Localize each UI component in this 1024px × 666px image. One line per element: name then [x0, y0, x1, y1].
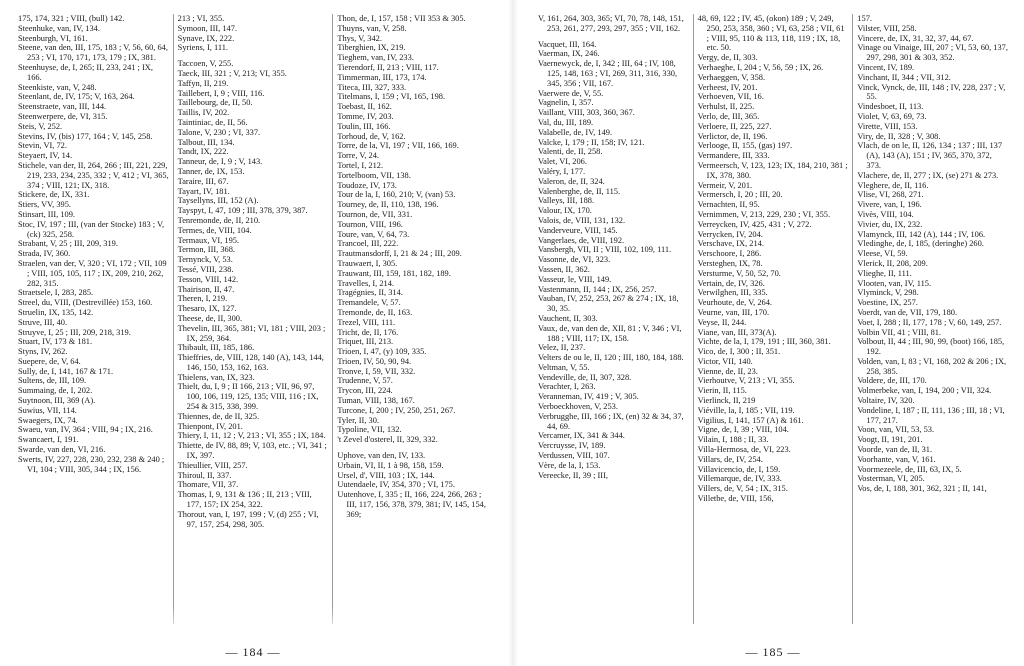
index-entry: Villemarque, de, IV, 333.: [697, 474, 782, 484]
index-entry: Valenti, de, II, 258.: [538, 147, 603, 157]
index-entry: Val, du, III, 189.: [538, 117, 594, 127]
index-entry: Talbout, III, 134.: [177, 137, 235, 147]
index-entry: Strabant, V, 25 ; III, 209, 319.: [18, 239, 118, 249]
index-entry: Uutendaele, IV, 354, 370 ; VI, 175.: [337, 480, 455, 490]
index-entry: Steenburgh, VI, 161.: [18, 33, 88, 43]
index-entry: Symoon, III, 147.: [177, 23, 237, 33]
index-entry: Tronve, I, 59, VII, 332.: [337, 366, 416, 376]
index-column: [173, 14, 333, 624]
index-entry: Tournon, de, VII, 331.: [337, 209, 413, 219]
index-entry: Thielens, van, IX, 323.: [177, 372, 255, 382]
index-entry: Valois, de, VIII, 131, 132.: [538, 215, 626, 225]
index-entry: Steyaert, IV, 14.: [18, 151, 73, 161]
index-entry: Tremonde, de, II, 163.: [337, 307, 413, 317]
index-entry: Trycon, III, 224.: [337, 386, 393, 396]
index-entry: Tourney, de, II, 110, 138, 196.: [337, 200, 439, 210]
index-entry: Steenwerpere, de, VI, 315.: [18, 111, 108, 121]
index-entry: Voerdt, van de, VII, 179, 180.: [857, 307, 958, 317]
index-entry: Thieullier, VIII, 257.: [177, 460, 248, 470]
index-entry: Taysellyns, III, 152 (A).: [177, 196, 259, 206]
index-entry: Vlooten, van, IV, 115.: [857, 278, 932, 288]
index-entry: Tesson, VIII, 142.: [177, 274, 239, 284]
index-entry: Vernimmen, V, 213, 229, 230 ; VI, 355.: [697, 209, 831, 219]
index-entry: Taillebourg, de, II, 50.: [177, 98, 253, 108]
index-entry: Voorde, van de, II, 31.: [857, 445, 933, 455]
index-entry: Voldere, de, III, 170.: [857, 376, 927, 386]
index-entry: Vico, de, I, 300 ; II, 351.: [697, 347, 781, 357]
index-entry: Verheest, IV, 201.: [697, 82, 758, 92]
index-entry: Suytnoon, III, 369 (A).: [18, 396, 96, 406]
index-entry: Swarde, van den, VI, 216.: [18, 445, 106, 455]
index-entry: Turcone, I, 200 ; IV, 250, 251, 267.: [337, 405, 456, 415]
index-entry: Toure, van, V, 64, 73.: [337, 229, 410, 239]
index-entry: Ursel, d', VIII, 103 ; IX, 144.: [337, 470, 435, 480]
index-entry: Swaegers, IX, 74.: [18, 415, 78, 425]
index-entry: Trauwaert, I, 305.: [337, 258, 398, 268]
index-entry: 48, 69, 122 ; IV, 45, (okon) 189 ; V, 249, 250, 253, 358, 360 ; VI, 63, 258 ; VII, 61 ; VIII, 95, 110 & 113, 118, 119 ; IX, 18, etc. 50.: [697, 14, 845, 53]
index-entry: Vleghere, de, II, 116.: [857, 180, 929, 190]
index-entry: Thevelin, III, 365, 381; VI, 181 ; VIII, 203 ; IX, 259, 364.: [177, 323, 326, 343]
index-entry: Tortel, I, 212.: [337, 160, 384, 170]
index-entry: Stevin, VI, 72.: [18, 141, 67, 151]
index-entry: Vindesboet, II, 113.: [857, 102, 924, 112]
index-entry: Syriens, I, 111.: [177, 43, 228, 53]
index-entry: Vaux, de, van den de, XII, 81 ; V, 346 ; VI, 188 ; VIII, 117; IX, 158.: [538, 323, 682, 343]
index-entry: Vasonne, de, VI, 323.: [538, 255, 611, 265]
index-entry: Termon, III, 368.: [177, 245, 235, 255]
index-entry: Valour, IX, 170.: [538, 206, 592, 216]
index-entry: Veurhoute, de, V, 264.: [697, 298, 773, 308]
index-entry: Taccoen, V, 255.: [177, 59, 234, 69]
index-entry: Suepere, de, V, 64.: [18, 356, 81, 366]
index-entry: Vergy, de, II, 303.: [697, 53, 758, 63]
index-entry: Vagnelin, I, 357.: [538, 98, 594, 108]
index-entry: Tessé, VIII, 238.: [177, 264, 234, 274]
index-entry: Vlieghe, II, 111.: [857, 268, 912, 278]
index-entry: Stichele, van der, II, 264, 266 ; III, 221, 229, 219, 233, 234, 235, 332 ; V, 412 ; VI, 365, 374 ; VIII, 121; IX, 318.: [18, 160, 169, 190]
index-entry: Swerts, IV, 227, 228, 230, 232, 238 & 240 ; VI, 104 ; VIII, 305, 344 ; IX, 156.: [18, 454, 165, 474]
index-entry: 213 ; VI, 355.: [177, 14, 225, 23]
index-entry: Vosterman, VI, 205.: [857, 474, 925, 484]
index-entry: Steene, van den, III, 175, 183 ; V, 56, 60, 64, 253 ; VI, 170, 171, 173, 179 ; IX, 381.: [18, 43, 168, 63]
index-entry: Tenremonde, de, II, 210.: [177, 215, 261, 225]
index-entry: Viane, van, III, 373(A).: [697, 327, 777, 337]
index-entry: Vercamer, IX, 341 & 344.: [538, 431, 625, 441]
index-entry: Vasseur, le, VIII, 149.: [538, 274, 612, 284]
index-entry: Verrycken, IV, 204.: [697, 229, 763, 239]
index-entry: Verhulst, II, 225.: [697, 102, 755, 112]
index-entry: Vauban, IV, 252, 253, 267 & 274 ; IX, 18, 30, 35.: [538, 294, 679, 314]
index-column: [693, 14, 853, 624]
index-entry: Vivier, du, IX, 232.: [857, 219, 923, 229]
index-entry: Vilster, VIII, 258.: [857, 23, 917, 33]
index-entry: Verhaeggen, V, 358.: [697, 72, 766, 82]
index-entry: Vereecke, II, 39 ; III,: [538, 470, 608, 480]
index-entry: Volmerbeke, van, I, 194, 200 ; VII, 324.: [857, 386, 992, 396]
index-entry: Swancaert, I, 191.: [18, 435, 79, 445]
index-entry: Tragégnies, II, 314.: [337, 288, 403, 298]
index-entry: Timmerman, III, 173, 174.: [337, 72, 427, 82]
index-entry: Voorhante, van, V, 161.: [857, 454, 936, 464]
index-entry: Theren, I, 219.: [177, 294, 228, 304]
index-entry: Torre, V, 24.: [337, 151, 380, 161]
index-entry: Voet, I, 288 ; II, 177, 178 ; V, 60, 149, 257.: [857, 317, 1002, 327]
index-entry: Villars, de, IV, 254.: [697, 454, 763, 464]
index-entry: Vendeville, de, II, 307, 328.: [538, 372, 632, 382]
index-entry: Travelles, I, 214.: [337, 278, 395, 288]
index-entry: Vierhoutve, V, 213 ; VI, 355.: [697, 376, 795, 386]
index-entry: Thys, V, 342.: [337, 33, 382, 43]
index-entry: Uutenhove, I, 335 ; II, 166, 224, 266, 263 ; III, 117, 156, 378, 379, 381; IV, 145, 154, 369;: [337, 490, 486, 519]
index-entry: Thiery, I, 11, 12 ; V, 213 ; VI, 355 ; IX, 184.: [177, 431, 326, 441]
index-entry: Struve, III, 40.: [18, 317, 68, 327]
index-entry: Voestine, IX, 257.: [857, 298, 918, 308]
page-number: — 185 —: [745, 645, 801, 659]
index-entry: Vigne, de, I, 39 ; VIII, 104.: [697, 425, 789, 435]
index-entry: Taffyn, II, 219.: [177, 78, 229, 88]
index-entry: Tieghem, van, IV, 233.: [337, 53, 414, 63]
page-185: [534, 14, 1012, 659]
index-entry: Vassen, II, 362.: [538, 264, 590, 274]
index-entry: Triquet, III, 213.: [337, 337, 394, 347]
index-entry: Uphove, van den, IV, 133.: [337, 451, 426, 461]
index-entry: Vlachere, de, II, 277 ; IX, (se) 271 & 273.: [857, 170, 999, 180]
index-entry: Villers, de, V, 54 ; IX, 315.: [697, 484, 788, 494]
index-entry: Vichte, de la, I, 179, 191 ; III, 360, 381.: [697, 337, 831, 347]
index-entry: Vierin, II, 115.: [697, 386, 747, 396]
book-spine: [508, 0, 518, 666]
index-entry: Toudoze, IV, 173.: [337, 180, 397, 190]
index-entry: Taeck, III, 321 ; V, 213; VI, 355.: [177, 68, 287, 78]
index-entry: Valéry, I, 177.: [538, 166, 586, 176]
index-entry: Thairison, II, 47.: [177, 284, 235, 294]
index-entry: Tandt, IX, 222.: [177, 147, 229, 157]
index-entry: Vermandere, III, 333.: [697, 151, 770, 161]
index-entry: Thieffries, de, VIII, 128, 140 (A), 143, 144, 146, 150, 153, 162, 163.: [177, 353, 324, 372]
index-entry: Stinsart, III, 109.: [18, 209, 75, 219]
index-entry: Vlyminck, V, 298.: [857, 288, 919, 298]
index-entry: Villetbe, de, VIII, 156,: [697, 494, 774, 504]
index-entry: Verschoore, I, 286.: [697, 249, 762, 259]
index-entry: Vercruysse, IV, 189.: [538, 441, 606, 451]
index-entry: Toebast, II, 162.: [337, 102, 392, 112]
index-entry: Stuart, IV, 173 & 181.: [18, 337, 93, 347]
index-entry: Sully, de, I, 141, 167 & 171.: [18, 366, 114, 376]
index-entry: Synave, IX, 222.: [177, 33, 235, 43]
index-entry: Styns, IV, 262.: [18, 347, 68, 357]
index-entry: Toulin, III, 166.: [337, 121, 391, 131]
index-entry: Vaernewyck, de, I, 342 ; III, 64 ; IV, 108, 125, 148, 163 ; VI, 269, 311, 316, 330, 345, 356 ; VII, 167.: [538, 59, 678, 88]
index-entry: Verwilghen, III, 335.: [697, 288, 768, 298]
index-entry: Valleys, III, 188.: [538, 196, 595, 206]
index-entry: Thiette, de IV, 88, 89; V, 103, etc. ; VI, 341 ; IX, 397.: [177, 441, 327, 461]
index-entry: Strada, IV, 360.: [18, 249, 71, 259]
index-entry: Stevins, IV, (bis) 177, 164 ; V, 145, 258.: [18, 131, 153, 141]
index-entry: Trioen, I, 47, (y) 109, 335.: [337, 347, 427, 357]
index-entry: Suwius, VII, 114.: [18, 405, 77, 415]
index-entry: Tomme, IV, 203.: [337, 111, 394, 121]
index-entry: Volbin VII, 41 ; VIII, 81.: [857, 327, 942, 337]
page-number: — 184 —: [225, 645, 281, 659]
index-entry: Verdussen, VIII, 107.: [538, 451, 610, 461]
index-entry: Vansbergh, VII, II ; VIII, 102, 109, 111.: [538, 245, 672, 255]
index-entry: Streel, du, VIII, (Destrevillée) 153, 160.: [18, 298, 153, 308]
index-entry: Trautmansdorff, I, 21 & 24 ; III, 209.: [337, 249, 462, 259]
index-entry: Stickere, de, IX, 331.: [18, 190, 90, 200]
index-entry: Valabelle, de, IV, 149.: [538, 127, 613, 137]
index-entry: Verhaeghe, I, 204 ; V, 56, 59 ; IX, 26.: [697, 62, 824, 72]
index-entry: Typoline, VII, 132.: [337, 425, 402, 435]
index-entry: Voltaire, IV, 320.: [857, 396, 915, 406]
index-entry: Valeron, de, II, 324.: [538, 176, 605, 186]
index-entry: Vernachten, II, 95.: [697, 200, 760, 210]
index-entry: Torre, de la, VI, 197 ; VII, 166, 169.: [337, 141, 459, 151]
index-entry: Steenlant, de, IV, 175; V, 163, 264.: [18, 92, 135, 102]
index-entry: Vos, de, I, 188, 301, 362, 321 ; II, 141,: [857, 484, 987, 494]
index-entry: Thorout, van, I, 197, 199 ; V, (d) 255 ; VI, 97, 157, 254, 298, 305.: [177, 509, 319, 529]
index-entry: Summaing, de, I, 202.: [18, 386, 93, 396]
index-entry: Vaerman, IX, 246.: [538, 49, 600, 59]
index-entry: Tortelboom, VII, 138.: [337, 170, 411, 180]
index-entry: Tanneur, de, I, 9 ; V, 143.: [177, 157, 263, 167]
index-entry: Vilain, I, 188 ; II, 33.: [697, 435, 769, 445]
index-entry: Stoc, IV, 197 ; III, (van der Stocke) 183 ; V, (ck) 325, 258.: [18, 219, 165, 239]
index-entry: Volden, van, I, 83 ; VI, 168, 202 & 206 ; IX, 258, 385.: [857, 356, 1007, 376]
index-entry: Taillis, IV, 202.: [177, 108, 230, 118]
index-entry: Verlooge, II, 155, (gas) 197.: [697, 141, 793, 151]
index-entry: Thomas, I, 9, 131 & 136 ; II, 213 ; VIII, 177, 157; IX 254, 322.: [177, 490, 312, 510]
index-entry: Vlise, VI, 268, 271.: [857, 190, 924, 200]
index-column: [534, 14, 693, 624]
index-entry: Verlo, de, III, 365.: [697, 111, 760, 121]
index-entry: Thiennes, de, de II, 325.: [177, 411, 260, 421]
index-entry: Vincent, IV, 189.: [857, 62, 915, 72]
index-entry: Verhoeven, VII, 16.: [697, 92, 764, 102]
index-entry: Vauchent, II, 303.: [538, 313, 598, 323]
index-entry: Struyve, I, 25 ; III, 209, 218, 319.: [18, 327, 131, 337]
index-entry: Steenhuyse, de, I, 265; II, 233, 241 ; IX, 166.: [18, 62, 153, 82]
index-entry: Termaux, VI, 195.: [177, 235, 240, 245]
index-entry: Steenhuke, van, IV, 134.: [18, 23, 100, 33]
index-entry: Thielt, du, I, 9 ; II 166, 213 ; VII, 96, 97, 100, 106, 119, 125, 135; VIII, 116 ; IX, 254 & 315, 338, 399.: [177, 382, 319, 412]
index-columns: [534, 14, 1012, 624]
index-entry: Verlictor, de, II, 196.: [697, 131, 768, 141]
index-entry: Vaillant, VIII, 303, 360, 367.: [538, 108, 635, 118]
index-entry: Verboeckhoven, V, 253.: [538, 402, 618, 412]
index-entry: Steenkiste, van, V, 248.: [18, 82, 97, 92]
index-entry: Versturme, V, 50, 52, 70.: [697, 268, 781, 278]
index-entry: Verachter, I, 263.: [538, 382, 596, 392]
index-entry: Voogt, II, 191, 201.: [857, 435, 923, 445]
index-entry: Thiroul, II, 337.: [177, 470, 232, 480]
index-entry: Termes, de, VIII, 104.: [177, 225, 252, 235]
index-entry: Vondeline, I, 187 ; II, 111, 136 ; III, 18 ; VI, 177, 217.: [857, 405, 1005, 425]
index-entry: Vermeersch, V, 123, 123; IX, 184, 210, 381 ; IX, 378, 380.: [697, 160, 848, 180]
index-entry: Tanner, de, IX, 153.: [177, 166, 245, 176]
index-entry: Vivere, van, I, 196.: [857, 200, 922, 210]
index-entry: Vanderveure, VIII, 145.: [538, 225, 618, 235]
index-entry: Verreycken, IV, 425, 431 ; V, 272.: [697, 219, 812, 229]
index-entry: Voon, van, VII, 53, 53.: [857, 425, 935, 435]
index-entry: Victor, VII, 140.: [697, 356, 753, 366]
index-entry: Valcke, I, 179 ; II, 158; IV, 121.: [538, 137, 645, 147]
page-184: [14, 14, 492, 659]
index-entry: Straetsele, I, 283, 285.: [18, 288, 94, 298]
index-entry: Vlamynck, III, 142 (A), 144 ; IV, 106.: [857, 229, 986, 239]
index-entry: Velters de ou le, II, 120 ; III, 180, 184, 188.: [538, 353, 684, 363]
index-entry: Trezel, VIII, 111.: [337, 317, 396, 327]
index-entry: 't Zevel d'osterel, II, 329, 332.: [337, 435, 438, 445]
index-entry: Vienne, de, II, 23.: [697, 366, 758, 376]
index-entry: Thon, de, I, 157, 158 ; VII 353 & 305.: [337, 14, 466, 23]
index-columns: [14, 14, 492, 624]
index-entry: 157.: [857, 14, 872, 23]
index-entry: Struelin, IX, 135, 142.: [18, 307, 94, 317]
index-entry: Tierendorf, II, 213 ; VIII, 117.: [337, 62, 439, 72]
index-entry: Vincere, de, IX, 31, 32, 37, 44, 67.: [857, 33, 974, 43]
index-entry: Titeca, III, 327, 333.: [337, 82, 407, 92]
index-entry: Tayspyt, I, 47, 109 ; III, 378, 379, 387.: [177, 206, 308, 216]
index-entry: Torhoud, de, V, 162.: [337, 131, 406, 141]
index-entry: Tremandele, V, 57.: [337, 298, 401, 308]
index-entry: Trudenne, V, 57.: [337, 376, 393, 386]
index-column: [332, 14, 492, 624]
index-entry: Veyse, II, 244.: [697, 317, 747, 327]
index-entry: Verloere, II, 225, 227.: [697, 121, 772, 131]
index-entry: Valenberghe, de, II, 115.: [538, 186, 621, 196]
index-entry: Vacquet, III, 164.: [538, 39, 597, 49]
index-entry: Tuman, VIII, 138, 167.: [337, 396, 415, 406]
index-entry: Vermeir, V, 201.: [697, 180, 753, 190]
index-entry: Vertain, de, IV, 326.: [697, 278, 765, 288]
index-column: [14, 14, 173, 624]
index-entry: Stiers, VV, 395.: [18, 200, 71, 210]
index-entry: Vangerlaes, de, VIII, 192.: [538, 235, 625, 245]
index-entry: Vigilius, I, 141, 157 (A) & 161.: [697, 415, 804, 425]
index-entry: Talone, V, 230 ; VI, 337.: [177, 127, 261, 137]
index-entry: Thomare, VII, 37.: [177, 480, 239, 490]
index-entry: Sultens, de, III, 109.: [18, 376, 87, 386]
index-entry: Tayart, IV, 181.: [177, 186, 230, 196]
index-entry: Vledinghe, de, I, 185, (deringhe) 260.: [857, 239, 984, 249]
index-entry: Thibault, III, 185, 186.: [177, 343, 255, 353]
index-entry: Versteghen, IX, 78.: [697, 258, 763, 268]
index-entry: Vinage ou Vinaige, III, 207 ; VI, 53, 60, 137, 297, 298, 301 & 303, 352.: [857, 43, 1008, 63]
index-entry: Steenstraete, van, III, 144.: [18, 102, 107, 112]
index-entry: Theese, de, II, 300.: [177, 313, 243, 323]
index-entry: Urbain, VI, II, 1 à 98, 158, 159.: [337, 460, 444, 470]
index-column: [852, 14, 1012, 624]
index-entry: Veltman, V, 55.: [538, 362, 590, 372]
index-entry: Voormezeele, de, III, 63, IX, 5.: [857, 464, 962, 474]
index-entry: Taraire, III, 67.: [177, 176, 229, 186]
index-entry: Thesaro, IX, 127.: [177, 304, 237, 314]
index-entry: Titelmans, I, 159 ; VI, 165, 198.: [337, 92, 446, 102]
index-entry: Velez, II, 237.: [538, 343, 586, 353]
index-entry: Taillebert, I, 9 ; VIII, 116.: [177, 88, 265, 98]
index-entry: Thienpont, IV, 201.: [177, 421, 243, 431]
index-entry: Vierlinck, II, 219: [697, 396, 756, 406]
index-entry: Vlerick, II, 208, 209.: [857, 258, 928, 268]
index-entry: Trancoel, III, 222.: [337, 239, 399, 249]
index-entry: Valet, VI, 206.: [538, 157, 587, 167]
index-entry: Vaerwere de, V, 55.: [538, 88, 604, 98]
index-entry: Violet, V, 63, 69, 73.: [857, 111, 927, 121]
index-entry: Thuyns, van, V, 258.: [337, 23, 407, 33]
index-entry: V, 161, 264, 303, 365; VI, 70, 78, 148, 151, 253, 261, 277, 293, 297, 355 ; VII, 162.: [538, 14, 684, 33]
index-entry: Tyler, II, 30.: [337, 415, 379, 425]
index-entry: Verschave, IX, 214.: [697, 239, 764, 249]
index-entry: Viéville, la, I, 185 ; VII, 119.: [697, 405, 795, 415]
index-entry: Vinchant, II, 344 ; VII, 312.: [857, 72, 951, 82]
index-entry: Villa-Hermosa, de, VI, 223.: [697, 445, 791, 455]
index-entry: Swaeu, van, IV, 364 ; VIII, 94 ; IX, 216.: [18, 425, 153, 435]
index-entry: Tournon, VIII, 196.: [337, 219, 403, 229]
index-entry: Tiberghien, IX, 219.: [337, 43, 406, 53]
index-entry: Vlach, de on le, II, 126, 134 ; 137 ; III, 137 (A), 143 (A), 151 ; IV, 365, 370, 372, 373.: [857, 141, 1003, 170]
index-entry: 175, 174, 321 ; VIII, (bull) 142.: [18, 14, 125, 23]
index-entry: Tour de la, I, 160, 210; V, (van) 53.: [337, 190, 456, 200]
index-entry: Verbrugghe, III, 166 ; IX, (en) 32 & 34, 37, 44, 69.: [538, 411, 684, 431]
index-entry: Veranneman, IV, 419 ; V, 305.: [538, 392, 639, 402]
index-entry: Trioen, IV, 50, 90, 94.: [337, 356, 412, 366]
index-entry: Vinck, Vynck, de, III, 148 ; IV, 228, 237 ; V, 55.: [857, 82, 1006, 102]
index-entry: Vivès, VIII, 104.: [857, 209, 914, 219]
index-entry: Ternynck, V, 53.: [177, 255, 233, 265]
index-entry: Viry, de, II, 328 ; V, 308.: [857, 131, 941, 141]
index-entry: Veurne, van, III, 170.: [697, 307, 770, 317]
index-entry: Straelen, van der, V, 320 ; VI, 172 ; VII, 109 ; VIII, 105, 105, 117 ; IX, 209, 210, 262, 282, 315.: [18, 258, 167, 288]
index-entry: Taintiniac, de, II, 56.: [177, 117, 248, 127]
index-entry: Trauwant, III, 159, 181, 182, 189.: [337, 268, 451, 278]
index-entry: Steis, V, 252.: [18, 121, 63, 131]
index-entry: Vère, de la, I, 153.: [538, 460, 601, 470]
index-entry: Vastenmann, II, 144 ; IX, 256, 257.: [538, 284, 657, 294]
index-entry: Tricht, de, II, 176.: [337, 327, 399, 337]
index-entry: Vleese, VI, 59.: [857, 249, 908, 259]
index-entry: Volbout, II, 44 ; III, 90, 99, (boot) 166, 185, 192.: [857, 337, 1005, 357]
index-entry: Villavicencio, de, I, 159.: [697, 464, 781, 474]
index-entry: Virette, VIII, 153.: [857, 121, 918, 131]
index-entry: Vermersch, I, 20 ; III, 20.: [697, 190, 783, 200]
